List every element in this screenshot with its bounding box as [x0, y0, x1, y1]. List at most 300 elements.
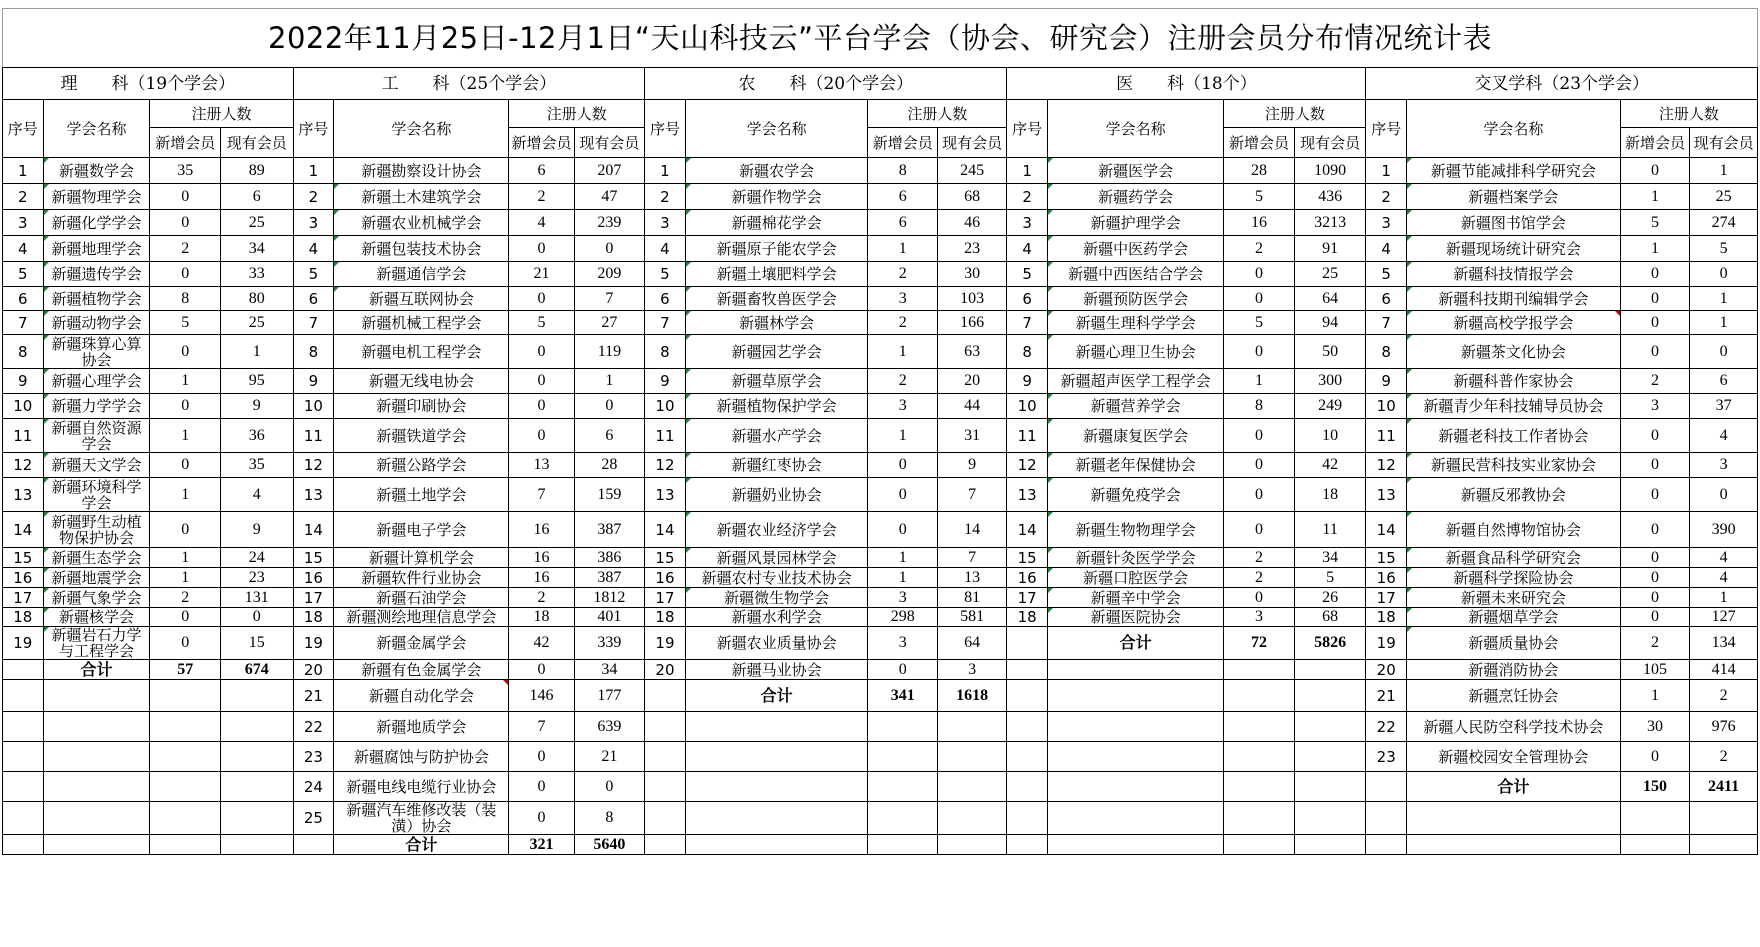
section-title-jiao: 交叉学科（23个学会）	[1366, 68, 1758, 100]
cell-seq: 15	[1366, 548, 1407, 568]
cell-new-members: 0	[1620, 588, 1689, 608]
cell-blank	[1620, 802, 1689, 835]
cell-current-members: 34	[220, 236, 293, 262]
cell-blank	[1366, 835, 1407, 855]
cell-new-members: 4	[509, 210, 574, 236]
cell-new-members: 5	[1620, 210, 1689, 236]
cell-new-members: 3	[868, 588, 937, 608]
cell-seq: 13	[1366, 478, 1407, 512]
cell-seq: 17	[1007, 588, 1048, 608]
cell-society-name: 新疆校园安全管理协会	[1407, 742, 1621, 772]
cell-blank	[1047, 772, 1223, 802]
cell-current-members: 68	[1294, 608, 1366, 627]
cell-new-members: 1	[868, 335, 937, 369]
cell-current-members: 6	[1690, 369, 1758, 394]
cell-seq: 3	[645, 210, 686, 236]
cell-society-name: 新疆农业经济学会	[685, 512, 868, 548]
cell-new-members: 3	[1224, 608, 1295, 627]
cell-current-members: 64	[1294, 287, 1366, 311]
cell-seq: 6	[293, 287, 334, 311]
cell-seq: 7	[1007, 311, 1048, 335]
cell-new-members: 3	[868, 394, 937, 419]
cell-new-members: 0	[150, 210, 221, 236]
cell-seq: 13	[293, 478, 334, 512]
cell-new-members: 0	[1224, 453, 1295, 478]
cell-seq: 16	[1366, 568, 1407, 588]
cell-society-name: 新疆科学探险协会	[1407, 568, 1621, 588]
cell-society-name: 新疆岩石力学与工程学会	[43, 627, 150, 660]
col-header-new-members: 新增会员	[868, 128, 937, 158]
cell-new-members: 0	[509, 419, 574, 453]
cell-new-members: 28	[1224, 158, 1295, 184]
cell-seq: 16	[293, 568, 334, 588]
cell-blank	[645, 680, 686, 712]
cell-blank	[150, 712, 221, 742]
cell-blank	[43, 680, 150, 712]
cell-current-members: 134	[1690, 627, 1758, 660]
cell-current-members: 25	[1690, 184, 1758, 210]
cell-new-members: 35	[150, 158, 221, 184]
cell-current-members: 95	[220, 369, 293, 394]
cell-blank	[150, 680, 221, 712]
cell-current-members: 6	[574, 419, 645, 453]
cell-blank	[645, 742, 686, 772]
cell-blank	[150, 742, 221, 772]
cell-current-members: 4	[1690, 548, 1758, 568]
cell-society-name: 新疆地质学会	[334, 712, 509, 742]
cell-new-members: 1	[868, 236, 937, 262]
cell-current-members: 64	[937, 627, 1006, 660]
cell-seq: 18	[645, 608, 686, 627]
cell-society-name: 新疆电线电缆行业协会	[334, 772, 509, 802]
cell-new-members: 3	[1620, 394, 1689, 419]
col-header-registered: 注册人数	[868, 100, 1007, 128]
cell-blank	[1047, 742, 1223, 772]
cell-seq: 18	[1366, 608, 1407, 627]
cell-society-name: 新疆软件行业协会	[334, 568, 509, 588]
col-header-seq: 序号	[1366, 100, 1407, 158]
cell-society-name: 新疆公路学会	[334, 453, 509, 478]
cell-current-members: 9	[937, 453, 1006, 478]
cell-blank	[1007, 742, 1048, 772]
cell-seq: 6	[1366, 287, 1407, 311]
cell-current-members: 639	[574, 712, 645, 742]
total-current-members: 2411	[1690, 772, 1758, 802]
cell-blank	[868, 835, 937, 855]
cell-blank	[937, 742, 1006, 772]
cell-current-members: 6	[220, 184, 293, 210]
cell-blank	[1620, 835, 1689, 855]
cell-seq: 5	[1366, 262, 1407, 287]
cell-seq: 10	[3, 394, 44, 419]
cell-current-members: 18	[1294, 478, 1366, 512]
cell-blank	[645, 835, 686, 855]
cell-current-members: 8	[574, 802, 645, 835]
cell-new-members: 30	[1620, 712, 1689, 742]
cell-society-name: 新疆化学学会	[43, 210, 150, 236]
cell-society-name: 新疆野生动植物保护协会	[43, 512, 150, 548]
cell-seq: 2	[1007, 184, 1048, 210]
cell-society-name: 新疆风景园林学会	[685, 548, 868, 568]
cell-blank	[1047, 660, 1223, 680]
cell-blank	[1224, 802, 1295, 835]
cell-new-members: 13	[509, 453, 574, 478]
cell-blank	[43, 712, 150, 742]
cell-society-name: 新疆无线电协会	[334, 369, 509, 394]
cell-seq: 12	[293, 453, 334, 478]
cell-current-members: 15	[220, 627, 293, 660]
cell-current-members: 390	[1690, 512, 1758, 548]
cell-blank	[43, 835, 150, 855]
col-header-name: 学会名称	[334, 100, 509, 158]
cell-current-members: 0	[220, 608, 293, 627]
cell-current-members: 387	[574, 512, 645, 548]
cell-new-members: 6	[868, 210, 937, 236]
cell-blank	[220, 742, 293, 772]
cell-new-members: 2	[868, 369, 937, 394]
cell-new-members: 1	[1224, 369, 1295, 394]
cell-new-members: 2	[509, 184, 574, 210]
cell-new-members: 1	[150, 478, 221, 512]
col-header-current-members: 现有会员	[937, 128, 1006, 158]
cell-society-name: 新疆林学会	[685, 311, 868, 335]
cell-new-members: 2	[1620, 369, 1689, 394]
cell-society-name: 新疆民营科技实业家协会	[1407, 453, 1621, 478]
cell-seq: 21	[1366, 680, 1407, 712]
cell-blank	[1690, 835, 1758, 855]
cell-blank	[1294, 772, 1366, 802]
cell-seq: 15	[3, 548, 44, 568]
cell-blank	[1224, 772, 1295, 802]
cell-blank	[1007, 627, 1048, 660]
cell-seq: 14	[1007, 512, 1048, 548]
cell-new-members: 0	[1620, 548, 1689, 568]
cell-new-members: 5	[150, 311, 221, 335]
cell-current-members: 119	[574, 335, 645, 369]
cell-new-members: 2	[150, 588, 221, 608]
cell-seq: 2	[645, 184, 686, 210]
section-title-li: 理 科（19个学会）	[3, 68, 294, 100]
cell-seq: 12	[1007, 453, 1048, 478]
cell-new-members: 0	[509, 236, 574, 262]
cell-blank	[3, 712, 44, 742]
cell-current-members: 7	[574, 287, 645, 311]
cell-new-members: 0	[1224, 478, 1295, 512]
cell-new-members: 16	[509, 568, 574, 588]
cell-seq: 19	[645, 627, 686, 660]
cell-current-members: 34	[1294, 548, 1366, 568]
cell-blank	[1224, 835, 1295, 855]
cell-current-members: 14	[937, 512, 1006, 548]
cell-society-name: 新疆土壤肥料学会	[685, 262, 868, 287]
cell-new-members: 18	[509, 608, 574, 627]
cell-current-members: 68	[937, 184, 1006, 210]
cell-society-name: 新疆生物物理学会	[1047, 512, 1223, 548]
cell-current-members: 89	[220, 158, 293, 184]
cell-seq: 20	[1366, 660, 1407, 680]
cell-blank	[937, 712, 1006, 742]
cell-current-members: 401	[574, 608, 645, 627]
cell-seq: 1	[1366, 158, 1407, 184]
cell-seq: 18	[293, 608, 334, 627]
cell-society-name: 新疆有色金属学会	[334, 660, 509, 680]
cell-society-name: 新疆自然资源学会	[43, 419, 150, 453]
cell-current-members: 5	[1294, 568, 1366, 588]
cell-seq: 9	[1366, 369, 1407, 394]
cell-blank	[43, 772, 150, 802]
cell-current-members: 1090	[1294, 158, 1366, 184]
col-header-new-members: 新增会员	[1620, 128, 1689, 158]
cell-blank	[1294, 712, 1366, 742]
cell-society-name: 新疆马业协会	[685, 660, 868, 680]
cell-seq: 17	[293, 588, 334, 608]
cell-current-members: 1	[574, 369, 645, 394]
cell-seq: 21	[293, 680, 334, 712]
cell-blank	[645, 772, 686, 802]
cell-seq: 5	[3, 262, 44, 287]
total-new-members: 341	[868, 680, 937, 712]
cell-new-members: 146	[509, 680, 574, 712]
cell-blank	[1007, 802, 1048, 835]
cell-current-members: 239	[574, 210, 645, 236]
cell-new-members: 0	[1620, 419, 1689, 453]
cell-society-name: 新疆口腔医学会	[1047, 568, 1223, 588]
cell-society-name: 新疆护理学会	[1047, 210, 1223, 236]
cell-new-members: 0	[1620, 287, 1689, 311]
total-current-members: 5640	[574, 835, 645, 855]
cell-seq: 10	[1366, 394, 1407, 419]
cell-blank	[43, 802, 150, 835]
cell-current-members: 177	[574, 680, 645, 712]
cell-seq: 15	[645, 548, 686, 568]
cell-current-members: 0	[574, 236, 645, 262]
cell-current-members: 28	[574, 453, 645, 478]
cell-blank	[868, 772, 937, 802]
cell-blank	[1007, 680, 1048, 712]
col-header-registered: 注册人数	[1620, 100, 1757, 128]
cell-current-members: 7	[937, 478, 1006, 512]
cell-seq: 10	[1007, 394, 1048, 419]
cell-new-members: 1	[868, 568, 937, 588]
cell-society-name: 新疆农业机械学会	[334, 210, 509, 236]
cell-society-name: 新疆核学会	[43, 608, 150, 627]
cell-seq: 20	[645, 660, 686, 680]
cell-current-members: 37	[1690, 394, 1758, 419]
cell-blank	[3, 680, 44, 712]
cell-society-name: 新疆天文学会	[43, 453, 150, 478]
cell-seq: 2	[1366, 184, 1407, 210]
total-current-members: 5826	[1294, 627, 1366, 660]
cell-blank	[1007, 772, 1048, 802]
cell-new-members: 0	[1620, 311, 1689, 335]
cell-current-members: 25	[220, 311, 293, 335]
cell-society-name: 新疆心理学会	[43, 369, 150, 394]
cell-blank	[868, 712, 937, 742]
cell-seq: 4	[1366, 236, 1407, 262]
cell-new-members: 0	[509, 335, 574, 369]
cell-new-members: 1	[868, 548, 937, 568]
cell-society-name: 新疆印刷协会	[334, 394, 509, 419]
cell-society-name: 新疆烟草学会	[1407, 608, 1621, 627]
cell-blank	[150, 802, 221, 835]
cell-society-name: 新疆草原学会	[685, 369, 868, 394]
cell-new-members: 0	[150, 608, 221, 627]
cell-blank	[1294, 660, 1366, 680]
cell-seq: 6	[3, 287, 44, 311]
cell-current-members: 207	[574, 158, 645, 184]
cell-blank	[1047, 835, 1223, 855]
section-title-gong: 工 科（25个学会）	[293, 68, 645, 100]
total-label: 合计	[1047, 627, 1223, 660]
cell-society-name: 新疆测绘地理信息学会	[334, 608, 509, 627]
cell-society-name: 新疆免疫学会	[1047, 478, 1223, 512]
cell-current-members: 1	[1690, 287, 1758, 311]
cell-society-name: 新疆预防医学会	[1047, 287, 1223, 311]
cell-blank	[3, 742, 44, 772]
col-header-current-members: 现有会员	[1690, 128, 1758, 158]
cell-seq: 7	[645, 311, 686, 335]
cell-current-members: 3213	[1294, 210, 1366, 236]
section-title-nong: 农 科（20个学会）	[645, 68, 1007, 100]
cell-society-name: 新疆生理科学学会	[1047, 311, 1223, 335]
cell-society-name: 新疆科技情报学会	[1407, 262, 1621, 287]
cell-seq: 17	[645, 588, 686, 608]
cell-blank	[220, 802, 293, 835]
cell-society-name: 新疆医院协会	[1047, 608, 1223, 627]
cell-society-name: 新疆力学学会	[43, 394, 150, 419]
cell-seq: 12	[3, 453, 44, 478]
cell-current-members: 91	[1294, 236, 1366, 262]
cell-blank	[3, 660, 44, 680]
cell-current-members: 166	[937, 311, 1006, 335]
cell-blank	[1407, 835, 1621, 855]
cell-blank	[1224, 660, 1295, 680]
cell-seq: 12	[1366, 453, 1407, 478]
cell-society-name: 新疆微生物学会	[685, 588, 868, 608]
col-header-new-members: 新增会员	[1224, 128, 1295, 158]
col-header-new-members: 新增会员	[509, 128, 574, 158]
cell-blank	[937, 772, 1006, 802]
cell-seq: 14	[645, 512, 686, 548]
total-label: 合计	[43, 660, 150, 680]
cell-society-name: 新疆消防协会	[1407, 660, 1621, 680]
cell-seq: 9	[645, 369, 686, 394]
cell-current-members: 30	[937, 262, 1006, 287]
cell-current-members: 2	[1690, 742, 1758, 772]
cell-seq: 9	[293, 369, 334, 394]
cell-blank	[220, 772, 293, 802]
col-header-name: 学会名称	[1407, 100, 1621, 158]
cell-new-members: 21	[509, 262, 574, 287]
cell-new-members: 0	[1620, 262, 1689, 287]
cell-seq: 6	[645, 287, 686, 311]
cell-blank	[1007, 712, 1048, 742]
cell-new-members: 2	[1224, 548, 1295, 568]
cell-new-members: 2	[509, 588, 574, 608]
cell-society-name: 新疆辛中学会	[1047, 588, 1223, 608]
cell-new-members: 0	[1224, 588, 1295, 608]
cell-society-name: 新疆计算机学会	[334, 548, 509, 568]
cell-current-members: 46	[937, 210, 1006, 236]
cell-new-members: 1	[1620, 680, 1689, 712]
cell-society-name: 新疆植物学会	[43, 287, 150, 311]
cell-seq: 8	[645, 335, 686, 369]
cell-society-name: 新疆原子能农学会	[685, 236, 868, 262]
cell-society-name: 新疆未来研究会	[1407, 588, 1621, 608]
cell-seq: 12	[645, 453, 686, 478]
section-title-yi: 医 科（18个）	[1007, 68, 1366, 100]
cell-current-members: 9	[220, 394, 293, 419]
cell-current-members: 31	[937, 419, 1006, 453]
cell-new-members: 0	[150, 627, 221, 660]
cell-society-name: 新疆茶文化协会	[1407, 335, 1621, 369]
cell-blank	[220, 835, 293, 855]
cell-seq: 5	[645, 262, 686, 287]
cell-society-name: 新疆电子学会	[334, 512, 509, 548]
cell-society-name: 新疆科技期刊编辑学会	[1407, 287, 1621, 311]
cell-society-name: 新疆环境科学学会	[43, 478, 150, 512]
cell-blank	[1224, 712, 1295, 742]
cell-current-members: 26	[1294, 588, 1366, 608]
cell-current-members: 131	[220, 588, 293, 608]
cell-seq: 4	[1007, 236, 1048, 262]
cell-society-name: 新疆物理学会	[43, 184, 150, 210]
cell-blank	[3, 772, 44, 802]
cell-current-members: 3	[1690, 453, 1758, 478]
cell-new-members: 8	[150, 287, 221, 311]
cell-society-name: 新疆自动化学会	[334, 680, 509, 712]
cell-society-name: 新疆遗传学会	[43, 262, 150, 287]
cell-seq: 24	[293, 772, 334, 802]
cell-seq: 17	[1366, 588, 1407, 608]
cell-seq: 9	[3, 369, 44, 394]
cell-current-members: 1	[1690, 311, 1758, 335]
cell-society-name: 新疆奶业协会	[685, 478, 868, 512]
cell-society-name: 新疆青少年科技辅导员协会	[1407, 394, 1621, 419]
cell-current-members: 25	[1294, 262, 1366, 287]
cell-society-name: 新疆现场统计研究会	[1407, 236, 1621, 262]
cell-new-members: 0	[1224, 335, 1295, 369]
cell-blank	[1224, 680, 1295, 712]
cell-seq: 2	[3, 184, 44, 210]
cell-current-members: 1	[1690, 588, 1758, 608]
cell-new-members: 16	[1224, 210, 1295, 236]
cell-new-members: 8	[1224, 394, 1295, 419]
cell-blank	[1007, 660, 1048, 680]
cell-new-members: 0	[1620, 158, 1689, 184]
cell-society-name: 新疆畜牧兽医学会	[685, 287, 868, 311]
col-header-current-members: 现有会员	[574, 128, 645, 158]
cell-blank	[645, 712, 686, 742]
cell-current-members: 1	[220, 335, 293, 369]
cell-blank	[3, 802, 44, 835]
cell-current-members: 11	[1294, 512, 1366, 548]
cell-current-members: 387	[574, 568, 645, 588]
cell-seq: 11	[1007, 419, 1048, 453]
cell-current-members: 0	[1690, 262, 1758, 287]
cell-new-members: 0	[1224, 287, 1295, 311]
cell-seq: 11	[1366, 419, 1407, 453]
cell-blank	[1047, 680, 1223, 712]
cell-current-members: 21	[574, 742, 645, 772]
cell-society-name: 新疆烹饪协会	[1407, 680, 1621, 712]
cell-society-name: 新疆档案学会	[1407, 184, 1621, 210]
cell-new-members: 0	[509, 369, 574, 394]
cell-society-name: 新疆康复医学会	[1047, 419, 1223, 453]
cell-seq: 19	[293, 627, 334, 660]
cell-new-members: 0	[1224, 262, 1295, 287]
cell-new-members: 2	[1224, 236, 1295, 262]
